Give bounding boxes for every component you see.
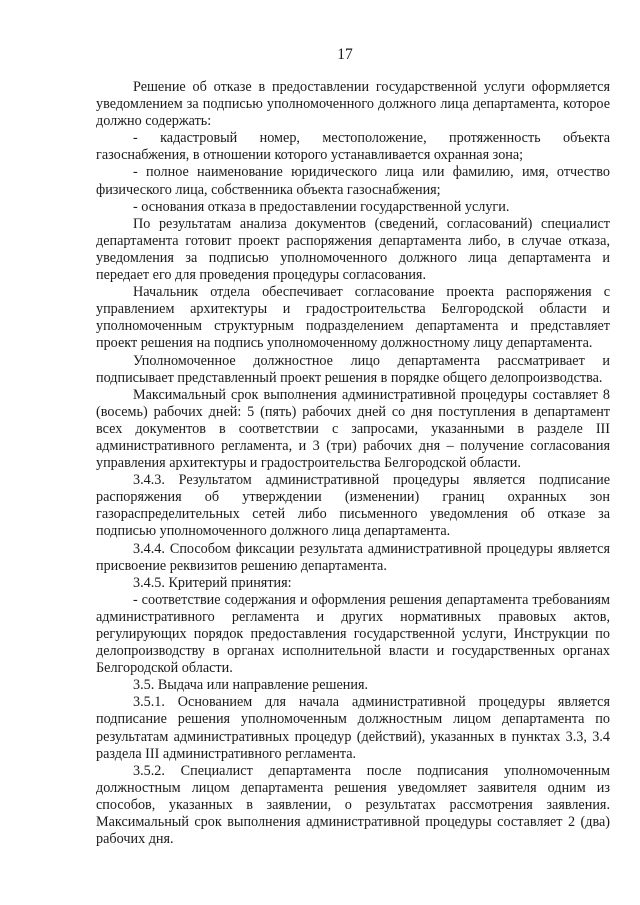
paragraph-3-5-issuance: 3.5. Выдача или направление решения. [133,677,369,694]
paragraph-refusal-decision: Решение об отказе в предоставлении государственной услуги оформляется уведомлением за подписью уполномоченного должного лица департамента, которое должно содержать: [96,79,610,130]
paragraph-3-4-5-criterion: 3.4.5. Критерий принятия: [133,574,292,591]
list-item-owner-name: - полное наименование юридического лица или фамилию, имя, отчество физического лица, собственника объекта газоснабжения; [96,164,610,198]
list-item-compliance: - соответствие содержания и оформления решения департамента требованиям административного регламента и других нормативных правовых актов, регулирующих порядок предоставления государственной услуги, Инструкции по делопроизводству в органах исполнительной власти и государственных органах Белгородской области. [96,591,610,677]
paragraph-3-5-1-basis: 3.5.1. Основанием для начала административной процедуры является подписание решения уполномоченным должностным лицом департамента по результатам административных процедур (действий), указанных в пунктах 3.3, 3.4 раздела III административного регламента. [96,694,610,762]
page-number: 17 [337,46,353,63]
paragraph-3-4-3-result: 3.4.3. Результатом административной процедуры является подписание распоряжения об утверждении (изменении) границ охранных зон газораспределительных сетей либо письменного уведомления об отказе за подписью уполномоченного должного лица департамента. [96,472,610,540]
paragraph-max-duration: Максимальный срок выполнения административной процедуры составляет 8 (восемь) рабочих дней: 5 (пять) рабочих дней со дня поступления в департамент всех документов в соответствии с запросами, указанными в разделе III административного регламента, и 3 (три) рабочих дня – получение согласования управления архитектуры и градостроительства Белгородской области. [96,386,610,472]
paragraph-department-head-approval: Начальник отдела обеспечивает согласование проекта распоряжения с управлением архитектуры и градостроительства Белгородской области и уполномоченным структурным подразделением департамента и представляет проект решения на подпись уполномоченному должностному лицу департамента. [96,284,610,352]
paragraph-3-4-4-recording: 3.4.4. Способом фиксации результата административной процедуры является присвоение реквизитов решению департамента. [96,540,610,574]
list-item-cadastral-number: - кадастровый номер, местоположение, протяженность объекта газоснабжения, в отношении которого устанавливается охранная зона; [96,130,610,164]
paragraph-authorized-official-review: Уполномоченное должностное лицо департамента рассматривает и подписывает представленный проект решения в порядке общего делопроизводства. [96,352,610,386]
list-item-refusal-grounds: - основания отказа в предоставлении государственной услуги. [133,198,510,215]
paragraph-document-analysis: По результатам анализа документов (сведений, согласований) специалист департамента готовит проект распоряжения департамента либо, в случае отказа, уведомления за подписью уполномоченного должного лица департамента и передает его для проведения процедуры согласования. [96,215,610,284]
paragraph-3-5-2-notification: 3.5.2. Специалист департамента после подписания уполномоченным должностным лицом департамента решения уведомляет заявителя одним из способов, указанных в заявлении, о результатах рассмотрения заявления. Максимальный срок выполнения административной процедуры составляет 2 (два) рабочих дня. [96,762,610,848]
